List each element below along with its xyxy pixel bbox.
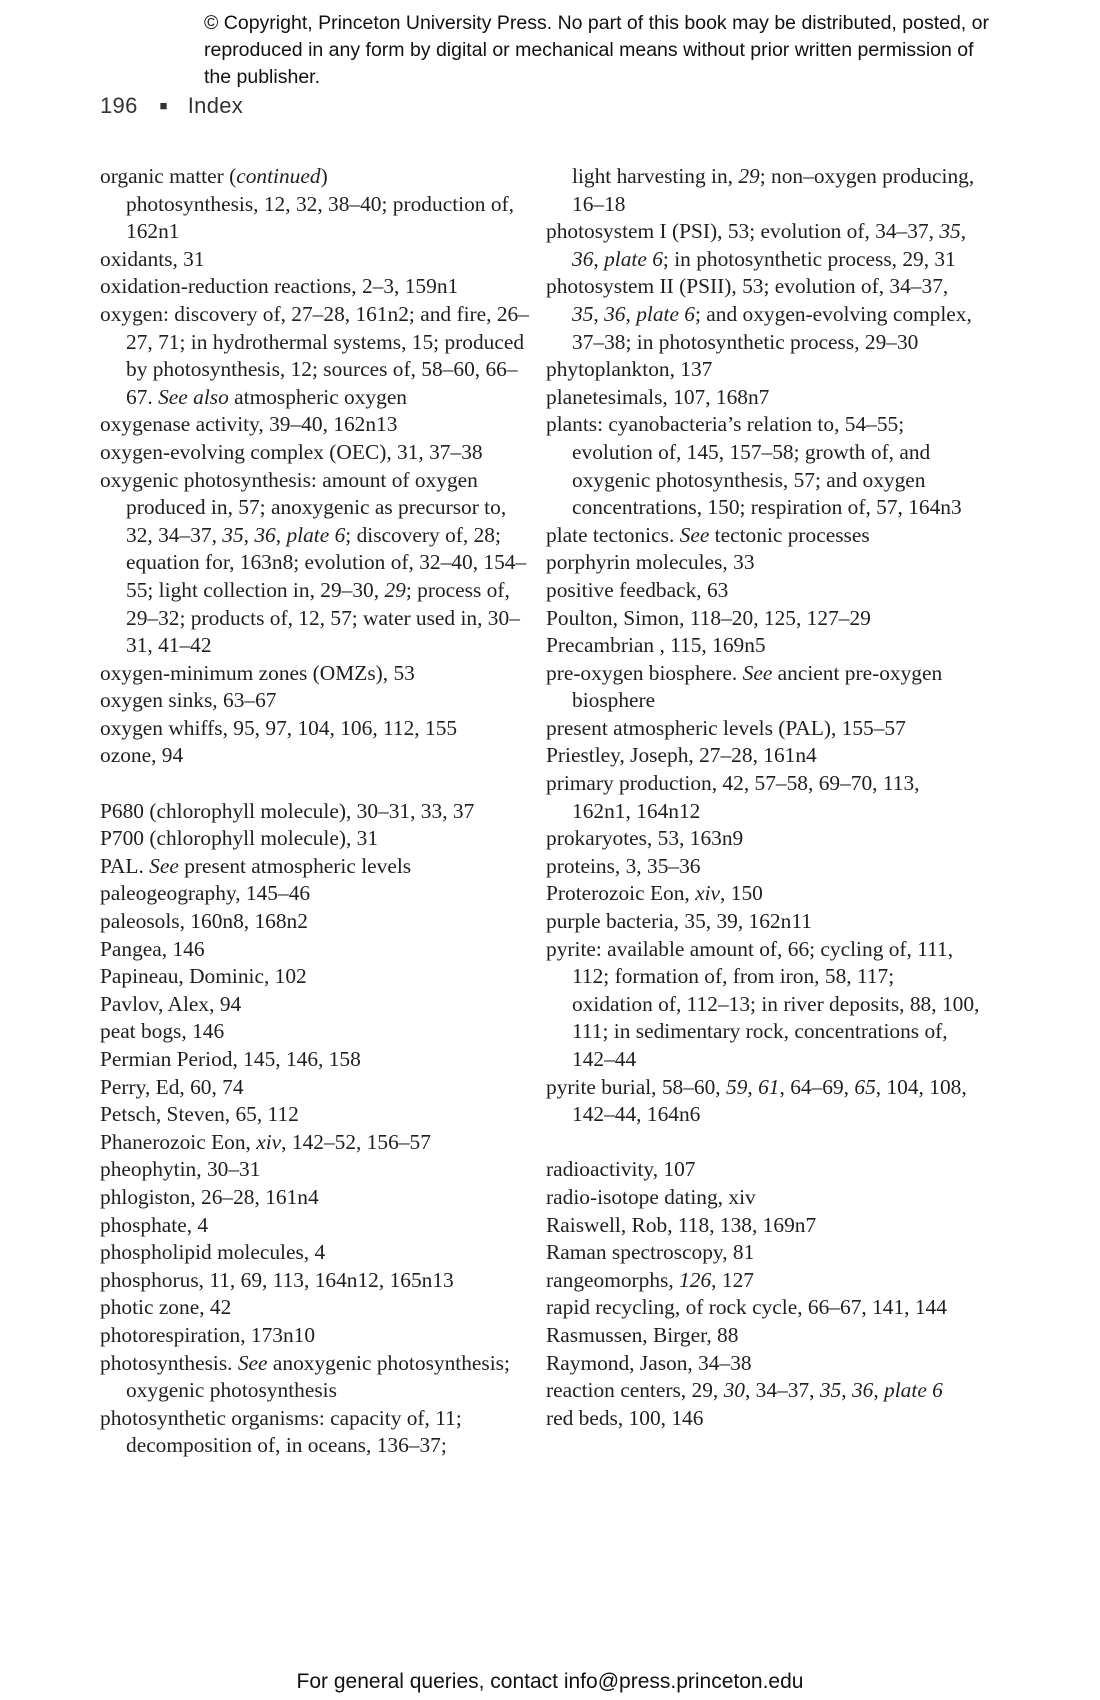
- text-run: radio-isotope dating, xiv: [546, 1184, 756, 1209]
- index-entry: [546, 1239, 980, 1267]
- italic-run: xiv: [695, 881, 721, 906]
- italic-run: plate 6: [884, 1378, 943, 1403]
- index-entry: [546, 411, 980, 521]
- italic-run: 126: [679, 1267, 712, 1292]
- text-run: Phanerozoic Eon,: [100, 1129, 257, 1154]
- text-run: oxygen whiffs, 95, 97, 104, 106, 112, 155: [100, 715, 458, 740]
- index-entry: [100, 963, 530, 991]
- text-run: Permian Period, 145, 146, 158: [100, 1047, 361, 1071]
- copyright-notice: © Copyright, Princeton University Press. No part of this book may be distributed, posted, or reproduced in any form by digital or mechanical means without prior written permission of the publisher.: [204, 12, 989, 88]
- text-run: Raymond, Jason, 34–38: [546, 1350, 752, 1375]
- index-entry: [546, 1184, 980, 1212]
- index-entry: [546, 1074, 980, 1129]
- index-entry: [100, 660, 530, 688]
- italic-run: See: [237, 1350, 268, 1375]
- text-run: photosystem I (PSI), 53; evolution of, 34–37,: [546, 219, 940, 244]
- letter-group-gap: [546, 1129, 980, 1157]
- text-run: ,: [960, 219, 967, 244]
- text-run: ; in photosynthetic process, 29, 31: [662, 246, 956, 271]
- index-entry: [546, 1294, 980, 1322]
- text-run: oxygen sinks, 63–67: [100, 688, 277, 713]
- text-run: oxygenic photosynthesis: amount of oxygen produced in, 57; anoxygenic as precursor to, 32, 34–37,: [100, 467, 507, 547]
- text-run: plants: cyanobacteria’s relation to, 54–55; evolution of, 145, 157–58; growth of, and oxygenic photosynthesis, 57; and oxygen concentrations, 150; respiration of, 57, 164n3: [546, 412, 962, 520]
- text-run: ,: [593, 301, 605, 326]
- italic-run: 36: [604, 301, 626, 326]
- text-run: ,: [873, 1378, 885, 1403]
- index-entry: [100, 467, 530, 660]
- text-run: Petsch, Steven, 65, 112: [100, 1102, 299, 1127]
- index-entry: [546, 908, 980, 936]
- index-entry: [546, 605, 980, 633]
- index-entry: [100, 1046, 530, 1074]
- italic-run: 30: [723, 1378, 745, 1403]
- index-entry: [546, 1405, 980, 1433]
- index-entry: [546, 384, 980, 412]
- italic-run: 36: [254, 522, 276, 547]
- index-entry: [100, 1405, 530, 1460]
- text-run: rangeomorphs,: [546, 1267, 680, 1292]
- text-run: phospholipid molecules, 4: [100, 1240, 326, 1265]
- index-entry: [100, 742, 530, 770]
- text-run: oxidation-reduction reactions, 2–3, 159n1: [100, 274, 459, 299]
- text-run: Rasmussen, Birger, 88: [546, 1322, 739, 1347]
- index-entry: [546, 715, 980, 743]
- index-entry: [100, 1239, 530, 1267]
- index-entry: [100, 1101, 530, 1129]
- index-column-right: [546, 163, 980, 1432]
- text-run: oxygenase activity, 39–40, 162n13: [100, 412, 398, 437]
- italic-run: 35: [222, 522, 244, 547]
- text-run: PAL.: [100, 853, 150, 878]
- italic-run: 35: [819, 1378, 842, 1403]
- text-run: rapid recycling, of rock cycle, 66–67, 141, 144: [546, 1295, 947, 1320]
- text-run: ): [320, 164, 328, 188]
- text-run: ,: [243, 522, 255, 547]
- text-run: photorespiration, 173n10: [100, 1322, 316, 1347]
- italic-run: 29: [384, 577, 406, 602]
- index-entry: [546, 549, 980, 577]
- text-run: pheophytin, 30–31: [100, 1157, 261, 1182]
- index-entry: [100, 1129, 530, 1157]
- index-entry: [546, 770, 980, 825]
- index-entry: [100, 439, 530, 467]
- index-entry-continuation: [546, 163, 980, 218]
- italic-run: plate 6: [604, 246, 663, 271]
- italic-run: See: [679, 522, 710, 547]
- italic-run: continued: [236, 164, 321, 188]
- text-run: pyrite: available amount of, 66; cycling of, 111, 112; formation of, from iron, 58, 117; oxidation of, 112–13; in river deposits, 88, 100, 111; in sedimentary rock, concentrations of, 142–44: [546, 936, 980, 1071]
- index-entry: [100, 1018, 530, 1046]
- text-run: organic matter (: [100, 164, 237, 188]
- text-run: anoxygenic photosynthesis; oxygenic photosynthesis: [126, 1350, 510, 1403]
- italic-run: 61: [758, 1074, 780, 1099]
- text-run: porphyrin molecules, 33: [546, 550, 755, 575]
- italic-run: plate 6: [286, 522, 346, 547]
- index-entry: [100, 1074, 530, 1102]
- text-run: proteins, 3, 35–36: [546, 853, 701, 878]
- text-run: red beds, 100, 146: [546, 1405, 704, 1430]
- text-run: positive feedback, 63: [546, 577, 729, 602]
- italic-run: 36: [572, 246, 594, 271]
- index-entry: [546, 522, 980, 550]
- text-run: atmospheric oxygen: [228, 384, 408, 409]
- text-run: ,: [841, 1378, 852, 1403]
- text-run: , 127: [711, 1267, 754, 1292]
- index-entry: [546, 936, 980, 1074]
- bullet-separator-icon: ■: [159, 98, 168, 113]
- text-run: P680 (chlorophyll molecule), 30–31, 33, 37: [100, 798, 475, 823]
- index-entry: [100, 1267, 530, 1295]
- italic-run: 29: [738, 164, 760, 188]
- italic-run: 36: [851, 1378, 874, 1403]
- text-run: phosphate, 4: [100, 1212, 209, 1237]
- text-run: paleogeography, 145–46: [100, 881, 311, 906]
- text-run: oxygen-evolving complex (OEC), 31, 37–38: [100, 439, 483, 464]
- running-head: [100, 93, 243, 119]
- text-run: P700 (chlorophyll molecule), 31: [100, 826, 379, 851]
- text-run: ,: [625, 301, 637, 326]
- index-entry: [546, 356, 980, 384]
- text-run: ,: [747, 1074, 759, 1099]
- italic-run: See: [149, 853, 179, 878]
- text-run: ,: [593, 246, 605, 271]
- text-run: ozone, 94: [100, 743, 184, 768]
- text-run: prokaryotes, 53, 163n9: [546, 826, 744, 851]
- text-run: , 64–69,: [779, 1074, 855, 1099]
- text-run: Priestley, Joseph, 27–28, 161n4: [546, 743, 817, 768]
- index-entry: [546, 1377, 980, 1405]
- text-run: , 142–52, 156–57: [281, 1129, 431, 1154]
- text-run: planetesimals, 107, 168n7: [546, 384, 770, 409]
- text-run: Raman spectroscopy, 81: [546, 1240, 755, 1265]
- index-entry: [100, 301, 530, 411]
- text-run: present atmospheric levels (PAL), 155–57: [546, 715, 906, 740]
- index-entry: [100, 798, 530, 826]
- text-run: Papineau, Dominic, 102: [100, 964, 307, 989]
- text-run: phlogiston, 26–28, 161n4: [100, 1184, 319, 1209]
- index-entry: [100, 1184, 530, 1212]
- text-run: photosynthesis, 12, 32, 38–40; production of, 162n1: [126, 191, 514, 244]
- text-run: ; process of, 29–32; products of, 12, 57; water used in, 30–31, 41–42: [126, 577, 520, 658]
- italic-run: 65: [854, 1074, 876, 1099]
- text-run: peat bogs, 146: [100, 1019, 225, 1044]
- italic-run: See: [742, 660, 773, 685]
- index-entry: [546, 880, 980, 908]
- index-entry: [100, 936, 530, 964]
- index-entry: [100, 908, 530, 936]
- index-entry: [546, 273, 980, 356]
- italic-run: 35: [939, 219, 961, 244]
- index-entry: [100, 715, 530, 743]
- text-run: present atmospheric levels: [178, 853, 412, 878]
- text-run: plate tectonics.: [546, 522, 680, 547]
- text-run: reaction centers, 29,: [546, 1378, 724, 1403]
- index-entry-continuation: [100, 191, 530, 246]
- index-entry: [546, 660, 980, 715]
- text-run: Pangea, 146: [100, 936, 205, 961]
- text-run: primary production, 42, 57–58, 69–70, 113, 162n1, 164n12: [546, 771, 920, 823]
- text-run: paleosols, 160n8, 168n2: [100, 909, 308, 934]
- text-run: phytoplankton, 137: [546, 357, 713, 382]
- index-entry: [100, 163, 530, 191]
- text-run: oxygen: discovery of, 27–28, 161n2; and fire, 26–27, 71; in hydrothermal systems, 15; produced by photosynthesis, 12; sources of, 58–60, 66–67.: [100, 301, 529, 409]
- index-entry: [100, 273, 530, 301]
- text-run: , 34–37,: [744, 1378, 820, 1403]
- index-entry: [100, 1350, 530, 1405]
- index-entry: [546, 825, 980, 853]
- index-entry: [546, 218, 980, 273]
- text-run: photosynthesis.: [100, 1350, 238, 1375]
- text-run: Pavlov, Alex, 94: [100, 991, 242, 1016]
- text-run: ; and oxygen-evolving complex, 37–38; in photosynthetic process, 29–30: [572, 301, 972, 354]
- text-run: Poulton, Simon, 118–20, 125, 127–29: [546, 605, 871, 630]
- italic-run: See also: [158, 384, 229, 409]
- index-entry: [100, 246, 530, 274]
- index-entry: [100, 991, 530, 1019]
- index-entry: [546, 577, 980, 605]
- italic-run: plate 6: [636, 301, 696, 326]
- text-run: light harvesting in,: [572, 164, 739, 188]
- text-run: pyrite burial, 58–60,: [546, 1074, 727, 1099]
- text-run: , 104, 108, 142–44, 164n6: [572, 1074, 967, 1127]
- index-entry: [546, 742, 980, 770]
- text-run: photic zone, 42: [100, 1295, 232, 1320]
- footer-contact: For general queries, contact info@press.princeton.edu: [296, 1670, 804, 1693]
- index-column-left: [100, 163, 530, 1460]
- text-run: ; discovery of, 28; equation for, 163n8; evolution of, 32–40, 154–55; light collection in, 29–30,: [126, 522, 527, 602]
- index-entry: [100, 1322, 530, 1350]
- index-entry: [546, 1212, 980, 1240]
- index-entry: [100, 853, 530, 881]
- text-run: ,: [275, 522, 287, 547]
- index-entry: [546, 1322, 980, 1350]
- index-entry: [100, 1156, 530, 1184]
- text-run: photosynthetic organisms: capacity of, 11; decomposition of, in oceans, 136–37;: [100, 1405, 462, 1458]
- text-run: ; non–oxygen producing, 16–18: [572, 164, 975, 216]
- text-run: ancient pre-oxygen biosphere: [572, 660, 943, 713]
- text-run: oxygen-minimum zones (OMZs), 53: [100, 660, 415, 685]
- text-run: phosphorus, 11, 69, 113, 164n12, 165n13: [100, 1267, 454, 1292]
- index-entry: [546, 1267, 980, 1295]
- page-number: 196: [100, 93, 138, 118]
- text-run: pre-oxygen biosphere.: [546, 660, 743, 685]
- text-run: tectonic processes: [709, 522, 870, 547]
- index-entry: [546, 632, 980, 660]
- text-run: photosystem II (PSII), 53; evolution of, 34–37,: [546, 274, 949, 299]
- section-title: Index: [187, 93, 244, 118]
- italic-run: xiv: [256, 1129, 282, 1154]
- index-entry: [100, 880, 530, 908]
- index-entry: [546, 1350, 980, 1378]
- italic-run: 35: [572, 301, 594, 326]
- text-run: purple bacteria, 35, 39, 162n11: [546, 909, 812, 934]
- text-run: Raiswell, Rob, 118, 138, 169n7: [546, 1212, 817, 1237]
- text-run: Proterozoic Eon,: [546, 881, 696, 906]
- text-run: , 150: [720, 881, 763, 906]
- text-run: radioactivity, 107: [546, 1157, 696, 1182]
- text-run: oxidants, 31: [100, 246, 205, 271]
- index-entry: [100, 1294, 530, 1322]
- italic-run: 59: [726, 1074, 748, 1099]
- index-entry: [100, 687, 530, 715]
- letter-group-gap: [100, 770, 530, 798]
- index-entry: [100, 411, 530, 439]
- index-entry: [100, 825, 530, 853]
- text-run: Perry, Ed, 60, 74: [100, 1074, 244, 1099]
- index-entry: [546, 1156, 980, 1184]
- index-entry: [546, 853, 980, 881]
- index-entry: [100, 1212, 530, 1240]
- text-run: Precambrian , 115, 169n5: [546, 633, 766, 658]
